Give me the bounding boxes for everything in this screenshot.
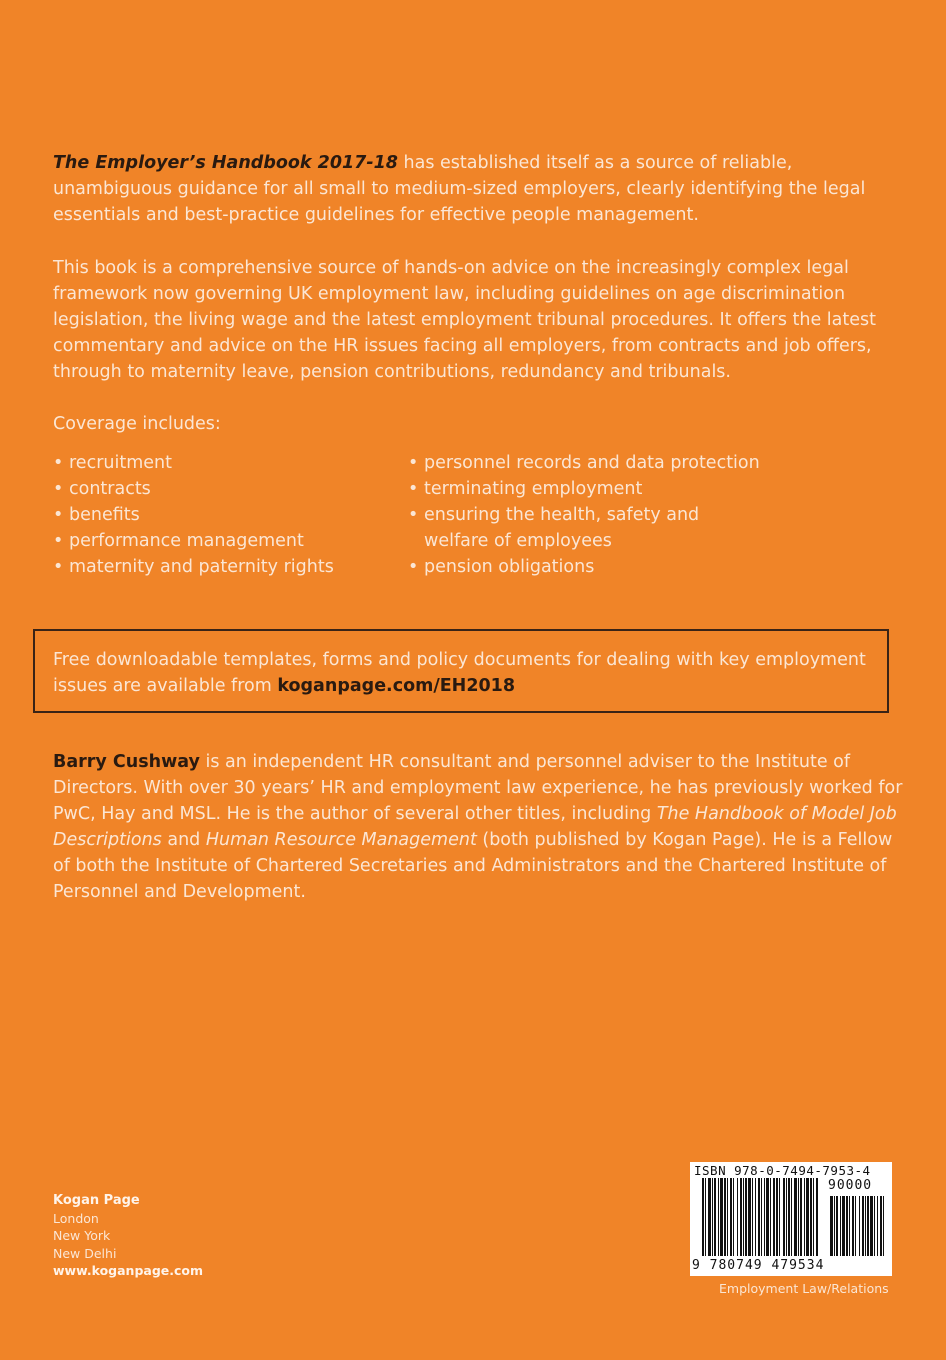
promo-box [33,629,889,713]
barcode-bar [720,1178,723,1256]
publisher-city: New Delhi [53,1245,117,1261]
barcode-bar [727,1178,728,1256]
addon-bar [874,1196,875,1256]
category-label: Employment Law/Relations [719,1281,889,1296]
barcode-bar [816,1178,818,1256]
promo-paragraph [53,647,873,699]
list-item: • maternity and paternity rights [53,554,383,580]
isbn-label: ISBN 978-0-7494-7953-4 [694,1163,871,1178]
addon-bar [852,1196,854,1256]
author-name: Barry Cushway [53,752,200,772]
ean-digits: 9 780749 479534 [692,1258,825,1273]
barcode-bar [783,1178,785,1256]
barcode-bar [708,1178,711,1256]
addon-bar [830,1196,833,1256]
list-item: • terminating employment [408,476,768,502]
barcode-bar [718,1178,719,1256]
list-item: • benefits [53,502,383,528]
isbn-barcode [690,1162,892,1276]
list-item: • performance management [53,528,383,554]
addon-bar [859,1196,860,1256]
description-paragraph: This book is a comprehensive source of hands-on advice on the increasingly complex legal framework now governing UK employment law, including guidelines on age discrimination legislation, the living wage and the latest employment tribunal procedures. It offers the latest commentary and advice on the HR issues facing all employers, from contracts and job offers, through to maternity leave, pension contributions, redundancy and tribunals. [53,258,876,382]
barcode-bar [813,1178,814,1256]
barcode-bar [758,1178,760,1256]
publisher-url-link[interactable]: www.koganpage.com [53,1263,204,1278]
author-bio [53,749,903,905]
barcode-bar [712,1178,713,1256]
barcode-bar [745,1178,747,1256]
barcode-bar [791,1178,792,1256]
publisher-name: Kogan Page [53,1193,140,1208]
publisher-block [53,1192,203,1280]
list-item: • ensuring the health, safety and welfare of employees [408,502,768,554]
barcode-bar [705,1178,706,1256]
barcode-bar [702,1178,704,1256]
list-item: • pension obligations [408,554,768,580]
addon-bar [855,1196,856,1256]
barcode-bar [773,1178,775,1256]
list-item: • recruitment [53,450,383,476]
list-item: • contracts [53,476,383,502]
addon-bar [849,1196,850,1256]
bio-title-2: Human Resource Management [205,830,477,850]
barcode-bar [806,1178,809,1256]
publisher-city: London [53,1210,99,1226]
barcode-bar [755,1178,756,1256]
list-item: • personnel records and data protection [408,450,768,476]
bio-text-1: is an independent HR consultant and personnel adviser to the Institute of Directors. With over 30 years’ HR and employment law experience, he has previously worked for PwC, Hay and MSL. He is the author of several other titles, including [53,752,903,824]
intro-text: has established itself as a source of reliable, unambiguous guidance for all small to medium-sized employers, clearly identifying the legal essentials and best-practice guidelines for effective people management. [53,153,866,225]
promo-text: Free downloadable templates, forms and policy documents for dealing with key employment issues are available from [53,650,866,696]
barcode-bar [798,1178,799,1256]
barcode-bar [740,1178,742,1256]
barcode-bar [764,1178,765,1256]
addon-bar [834,1196,835,1256]
barcode-bar [761,1178,762,1256]
addon-bar [867,1196,869,1256]
barcode-bar [794,1178,797,1256]
publisher-city: New York [53,1228,111,1243]
coverage-list-right [408,450,768,580]
barcode-bar [752,1178,753,1256]
addon-bar [836,1196,838,1256]
book-title: The Employer’s Handbook 2017-18 [53,153,398,173]
addon-bar [846,1196,848,1256]
barcode-bar [788,1178,790,1256]
barcode-bar [804,1178,805,1256]
bio-text-3: (both published by Kogan Page). He is a Fellow of both the Institute of Chartered Secretaries and Administrators and the Chartered Institute of Personnel and Development. [53,830,893,902]
coverage-heading: Coverage includes: [53,414,221,434]
price-code: 90000 [828,1178,873,1193]
barcode-bar [737,1178,738,1256]
barcode-bar [770,1178,771,1256]
addon-bar [883,1196,884,1256]
barcode-bar [748,1178,751,1256]
barcode-bar [733,1178,734,1256]
barcode-bar [766,1178,769,1256]
barcode-bar [730,1178,732,1256]
barcode-bar [776,1178,778,1256]
barcode-bar [724,1178,726,1256]
barcode-bar [810,1178,812,1256]
intro-paragraph [53,150,903,228]
barcode-bar [786,1178,787,1256]
barcode-bar [743,1178,744,1256]
addon-bar [877,1196,878,1256]
coverage-list-left [53,450,383,580]
barcode-bar [800,1178,802,1256]
bio-title-1: The Handbook of Model Job Descriptions [53,804,897,850]
addon-bar [842,1196,845,1256]
promo-url-link[interactable]: koganpage.com/EH2018 [277,676,516,696]
barcode-bar [779,1178,780,1256]
addon-bar [865,1196,866,1256]
addon-bar [880,1196,882,1256]
bio-text-2: and [161,830,206,850]
addon-bar [862,1196,864,1256]
barcode-bar [714,1178,716,1256]
addon-bar [870,1196,873,1256]
addon-bar [840,1196,841,1256]
